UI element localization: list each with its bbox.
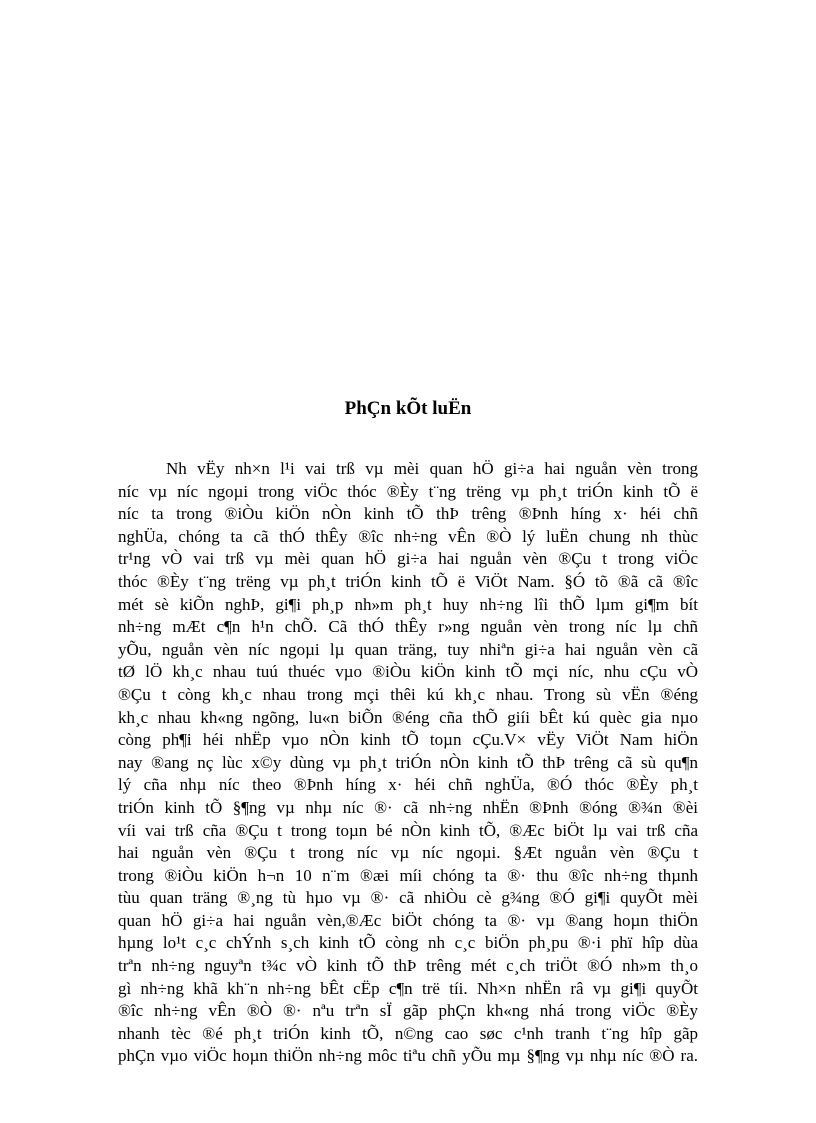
text-line: nh÷ng mÆt c¶n h¹n chÕ. Cã thÓ thÊy r»ng nguån vèn trong níc lµ chñ bbox=[118, 617, 698, 637]
text-line: nay ®ang nç lùc x©y dùng vµ ph¸t triÓn nÒn kinh tÕ thÞ trêng cã sù qu¶n bbox=[118, 752, 698, 772]
text-line: phÇn vµo viÖc hoµn thiÖn nh÷ng môc tiªu chñ yÕu mµ §¶ng vµ nhµ níc ®Ò ra. bbox=[118, 1046, 698, 1066]
text-line: hai nguån vèn ®Çu t trong níc vµ níc ngoµi. §Æt nguån vèn ®Çu t bbox=[118, 843, 698, 863]
text-line: thóc ®Èy t¨ng trëng vµ ph¸t triÓn kinh tÕ ë ViÖt Nam. §Ó tõ ®ã cã ®îc bbox=[118, 571, 698, 591]
text-line: gì nh÷ng khã kh¨n nh÷ng bÊt cËp c¶n trë tíi. Nh×n nhËn râ vµ gi¶i quyÕt bbox=[118, 978, 698, 998]
text-line: yÕu, nguån vèn níc ngoµi lµ quan träng, tuy nhiªn gi÷a hai nguån vèn cã bbox=[118, 639, 698, 659]
text-line: còng ph¶i héi nhËp vµo nÒn kinh tÕ toµn cÇu.V× vËy ViÖt Nam hiÖn bbox=[118, 730, 698, 750]
body-paragraph bbox=[118, 458, 698, 1068]
text-line: níc ta trong ®iÒu kiÖn nÒn kinh tÕ thÞ trêng ®Þnh híng x· héi chñ bbox=[118, 504, 698, 524]
text-line: nghÜa, chóng ta cã thÓ thÊy ®îc nh÷ng vÊn ®Ò lý luËn chung nh thùc bbox=[118, 526, 698, 546]
text-line: nhanh tèc ®é ph¸t triÓn kinh tÕ, n©ng cao søc c¹nh tranh t¨ng hîp gãp bbox=[118, 1023, 698, 1043]
text-line: lý cña nhµ níc theo ®Þnh híng x· héi chñ nghÜa, ®Ó thóc ®Èy ph¸t bbox=[118, 775, 698, 795]
text-line: víi vai trß cña ®Çu t trong toµn bé nÒn kinh tÕ, ®Æc biÖt lµ vai trß cña bbox=[118, 820, 698, 840]
text-line: tùu quan träng ®¸ng tù hµo vµ ®· cã nhiÒu cè g¾ng ®Ó gi¶i quyÕt mèi bbox=[118, 888, 698, 908]
text-line: kh¸c nhau kh«ng ngõng, lu«n biÕn ®éng cña thÕ giíi bÊt kú quèc gia nµo bbox=[118, 707, 698, 727]
text-line: ®îc nh÷ng vÊn ®Ò ®· nªu trªn sÏ gãp phÇn kh«ng nhá trong viÖc ®Èy bbox=[118, 1001, 698, 1021]
text-line: triÓn kinh tÕ §¶ng vµ nhµ níc ®· cã nh÷ng nhËn ®Þnh ®óng ®¾n ®èi bbox=[118, 797, 698, 817]
text-line: ®Çu t còng kh¸c nhau trong mçi thêi kú kh¸c nhau. Trong sù vËn ®éng bbox=[118, 684, 698, 704]
text-line: tØ lÖ kh¸c nhau tuú thuéc vµo ®iÒu kiÖn kinh tÕ mçi níc, nhu cÇu vÒ bbox=[118, 662, 698, 682]
text-line: Nh vËy nh×n l¹i vai trß vµ mèi quan hÖ gi÷a hai nguån vèn trong bbox=[166, 459, 698, 478]
section-heading: PhÇn kÕt luËn bbox=[344, 398, 472, 419]
text-line: níc vµ níc ngoµi trong viÖc thóc ®Èy t¨ng trëng vµ ph¸t triÓn kinh tÕ ë bbox=[118, 481, 698, 501]
text-line: quan hÖ gi÷a hai nguån vèn,®Æc biÖt chóng ta ®· vµ ®ang hoµn thiÖn bbox=[118, 910, 698, 930]
text-line: trong ®iÒu kiÖn h¬n 10 n¨m ®æi míi chóng ta ®· thu ®îc nh÷ng thµnh bbox=[118, 865, 698, 885]
text-line: tr¹ng vÒ vai trß vµ mèi quan hÖ gi÷a hai nguån vèn ®Çu t trong viÖc bbox=[118, 549, 698, 569]
text-line: hµng lo¹t c¸c chÝnh s¸ch kinh tÕ còng nh c¸c biÖn ph¸pu ®·i phï hîp dùa bbox=[118, 933, 698, 953]
text-line: mét sè kiÕn nghÞ, gi¶i ph¸p nh»m ph¸t huy nh÷ng lîi thÕ lµm gi¶m bít bbox=[118, 594, 698, 614]
text-line: trªn nh÷ng nguyªn t¾c vÒ kinh tÕ thÞ trêng mét c¸ch triÖt ®Ó nh»m th¸o bbox=[118, 956, 698, 976]
